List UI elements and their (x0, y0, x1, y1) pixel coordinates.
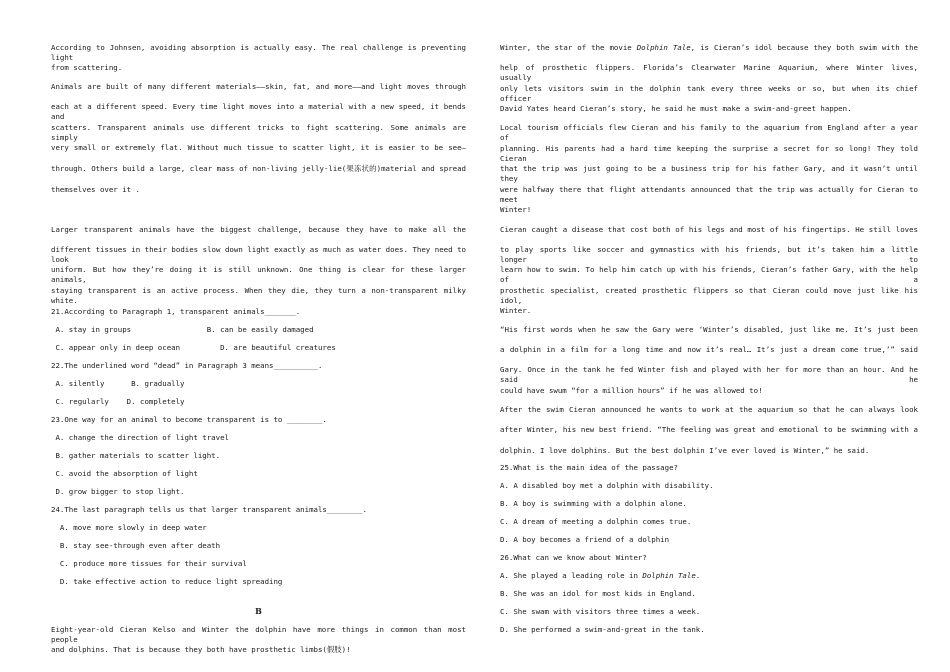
film-title: Dolphin Tale (642, 571, 696, 580)
left-column-line: 23.One way for an animal to become transparent is to ________. (51, 415, 327, 424)
left-column-line: C. avoid the absorption of light (51, 469, 198, 478)
left-column-line: B (255, 606, 262, 616)
left-column-line: 24.The last paragraph tells us that larger transparent animals________. (51, 505, 367, 514)
right-column-line: D. She performed a swim-and-great in the tank. (500, 625, 705, 634)
right-column-line: D. A boy becomes a friend of a dolphin (500, 535, 670, 544)
left-column-line: B. stay see-through even after death (51, 541, 221, 550)
left-column-line: staying transparent is an active process. When they die, they turn a non-transparent milky white. (51, 286, 466, 305)
right-column-line: Winter, the star of the movie Dolphin Tale, is Cieran’s idol because they both swim with the (500, 43, 918, 52)
film-title: Dolphin Tale (636, 43, 691, 52)
right-column-line: 25.What is the main idea of the passage? (500, 463, 678, 472)
left-column-line: different tissues in their bodies slow down light exactly as much as water does. They need to look (51, 245, 466, 264)
right-column-line: David Yates heard Cieran’s story, he said he must make a swim-and-greet happen. (500, 104, 852, 113)
right-column-line: to play sports like soccer and gymnastics with his friends, but it’s taken him a little longer to (500, 245, 918, 264)
left-column-line: uniform. But how they’re doing it is still unknown. One thing is clear for these larger animals, (51, 265, 466, 284)
left-column-line: According to Johnsen, avoiding absorption is actually easy. The real challenge is preventing light (51, 43, 466, 62)
left-column-line: Animals are built of many different materials——skin, fat, and more——and light moves through (51, 82, 466, 91)
left-column-line: D. take effective action to reduce light spreading (51, 577, 283, 586)
left-column-line: each at a different speed. Every time light moves into a material with a new speed, it bends and (51, 102, 466, 121)
right-column-line: Winter. (500, 306, 532, 315)
right-column-line: 26.What can we know about Winter? (500, 553, 647, 562)
right-column-line: were halfway there that flight attendants announced that the trip was actually for Cieran to meet (500, 185, 918, 204)
right-column-line: dolphin. I love dolphins. But the best dolphin I’ve ever loved is Winter,” he said. (500, 446, 870, 455)
left-column-line: Larger transparent animals have the biggest challenge, because they have to make all the (51, 225, 466, 234)
right-column-line: after Winter, his new best friend. “The feeling was great and emotional to be swimming with a (500, 425, 918, 434)
right-column-line: B. She was an idol for most kids in England. (500, 589, 696, 598)
right-column-line: C. A dream of meeting a dolphin comes true. (500, 517, 692, 526)
right-column-line: help of prosthetic flippers. Florida’s Clearwater Marine Aquarium, where Winter lives, usually (500, 63, 918, 82)
right-column-line: Cieran caught a disease that cost both of his legs and most of his fingertips. He still loves (500, 225, 918, 234)
right-column-line: prosthetic specialist, created prosthetic flippers so that Cieran could move just like his idol, (500, 286, 918, 305)
left-column-line: through. Others build a large, clear mass of non-living jelly-lie(果冻状的)material and spread (51, 164, 466, 173)
left-column-line: themselves over it . (51, 185, 140, 194)
right-column-line: planning. His parents had a hard time keeping the surprise a secret for so long! They told Cieran (500, 144, 918, 163)
right-column-line: B. A boy is swimming with a dolphin alone. (500, 499, 687, 508)
right-column-line: C. She swam with visitors three times a week. (500, 607, 701, 616)
left-column-line: C. regularly D. completely (51, 397, 185, 406)
right-column-line: a dolphin in a film for a long time and now it’s real… It’s just a dream come true,’” said (500, 345, 918, 354)
left-column-line: Eight-year-old Cieran Kelso and Winter the dolphin have more things in common than most people (51, 625, 466, 644)
right-column-line: “His first words when he saw the Gary were ‘Winter’s disabled, just like me. It’s just been (500, 325, 918, 334)
left-column-line: A. change the direction of light travel (51, 433, 229, 442)
right-column-line: that the trip was just going to be a business trip for his father Gary, and it wasn’t until they (500, 164, 918, 183)
right-column-line: learn how to swim. To help him catch up with his friends, Cieran’s father Gary, with the help of a (500, 265, 918, 284)
right-column-line: only lets visitors swim in the dolphin tank every three weeks or so, but when its chief officer (500, 84, 918, 103)
right-column-line: A. She played a leading role in Dolphin Tale. (500, 571, 701, 580)
left-column-line: very small or extremely flat. Without much tissue to scatter light, it is easier to be see— (51, 143, 466, 152)
left-column-line: scatters. Transparent animals use different tricks to fight scattering. Some animals are simply (51, 123, 466, 142)
right-column-line: Winter! (500, 205, 532, 214)
left-column-line: from scattering. (51, 63, 123, 72)
left-column-line: D. grow bigger to stop light. (51, 487, 185, 496)
left-column-line: 22.The underlined word “dead” in Paragraph 3 means__________. (51, 361, 323, 370)
left-column-line: A. stay in groups B. can be easily damaged (51, 325, 314, 334)
right-column-line: After the swim Cieran announced he wants to work at the aquarium so that he can always look (500, 405, 918, 414)
left-column-line: B. gather materials to scatter light. (51, 451, 221, 460)
left-column-line: and dolphins. That is because they both have prosthetic limbs(假肢)! (51, 645, 351, 654)
left-column-line: C. produce more tissues for their survival (51, 559, 247, 568)
right-column-line: Local tourism officials flew Cieran and his family to the aquarium from England after a year of (500, 123, 918, 142)
left-column-line: 21.According to Paragraph 1, transparent animals_______. (51, 307, 301, 316)
right-column-line: could have swum “for a million hours” if he was allowed to! (500, 386, 763, 395)
left-column-line: A. move more slowly in deep water (51, 523, 207, 532)
left-column-line: C. appear only in deep ocean D. are beautiful creatures (51, 343, 336, 352)
right-column-line: Gary. Once in the tank he fed Winter fish and played with her for more than an hour. And he said he (500, 365, 918, 384)
right-column-line: A. A disabled boy met a dolphin with disability. (500, 481, 714, 490)
left-column-line: A. silently B. gradually (51, 379, 185, 388)
